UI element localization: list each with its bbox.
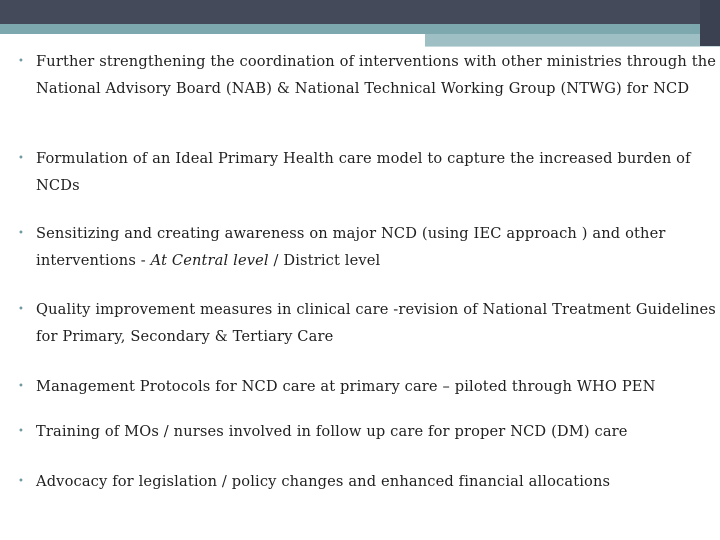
bullet-text: Management Protocols for NCD care at primary care – piloted through WHO PEN — [36, 378, 656, 395]
bullet-item — [18, 48, 718, 102]
header-accent-line — [425, 46, 720, 47]
bullet-item — [18, 373, 718, 400]
bullet-text: Further strengthening the coordination of interventions with other ministries through the National Advisory Board (NAB) & National Technical Working Group (NTWG) for NCD — [36, 53, 717, 97]
bullet-icon: • — [18, 56, 25, 67]
header-corner-block — [700, 0, 720, 46]
bullet-item — [18, 145, 718, 199]
bullet-icon: • — [18, 228, 25, 239]
bullet-item — [18, 220, 718, 274]
bullet-text — [36, 220, 718, 274]
bullet-icon: • — [18, 476, 25, 487]
bullet-text-part: / District level — [268, 252, 381, 269]
header-band — [0, 0, 720, 24]
bullet-text: Advocacy for legislation / policy changes and enhanced financial allocations — [36, 473, 611, 490]
bullet-icon: • — [18, 426, 25, 437]
bullet-text-italic: At Central level — [150, 252, 269, 269]
header-teal-stripe — [0, 24, 720, 34]
bullet-text: Formulation of an Ideal Primary Health care model to capture the increased burden of NCDs — [36, 150, 691, 194]
bullet-text: Training of MOs / nurses involved in follow up care for proper NCD (DM) care — [36, 423, 628, 440]
bullet-icon: • — [18, 304, 25, 315]
bullet-item — [18, 468, 718, 495]
bullet-icon: • — [18, 381, 25, 392]
bullet-item — [18, 418, 718, 445]
bullet-text-part: Sensitizing and creating awareness on major NCD (using IEC approach ) and other interventions - — [36, 225, 666, 269]
bullet-icon: • — [18, 153, 25, 164]
header-accent-block — [425, 34, 720, 46]
bullet-text: Quality improvement measures in clinical care -revision of National Treatment Guidelines for Primary, Secondary & Tertiary Care — [36, 301, 716, 345]
bullet-item — [18, 296, 718, 350]
